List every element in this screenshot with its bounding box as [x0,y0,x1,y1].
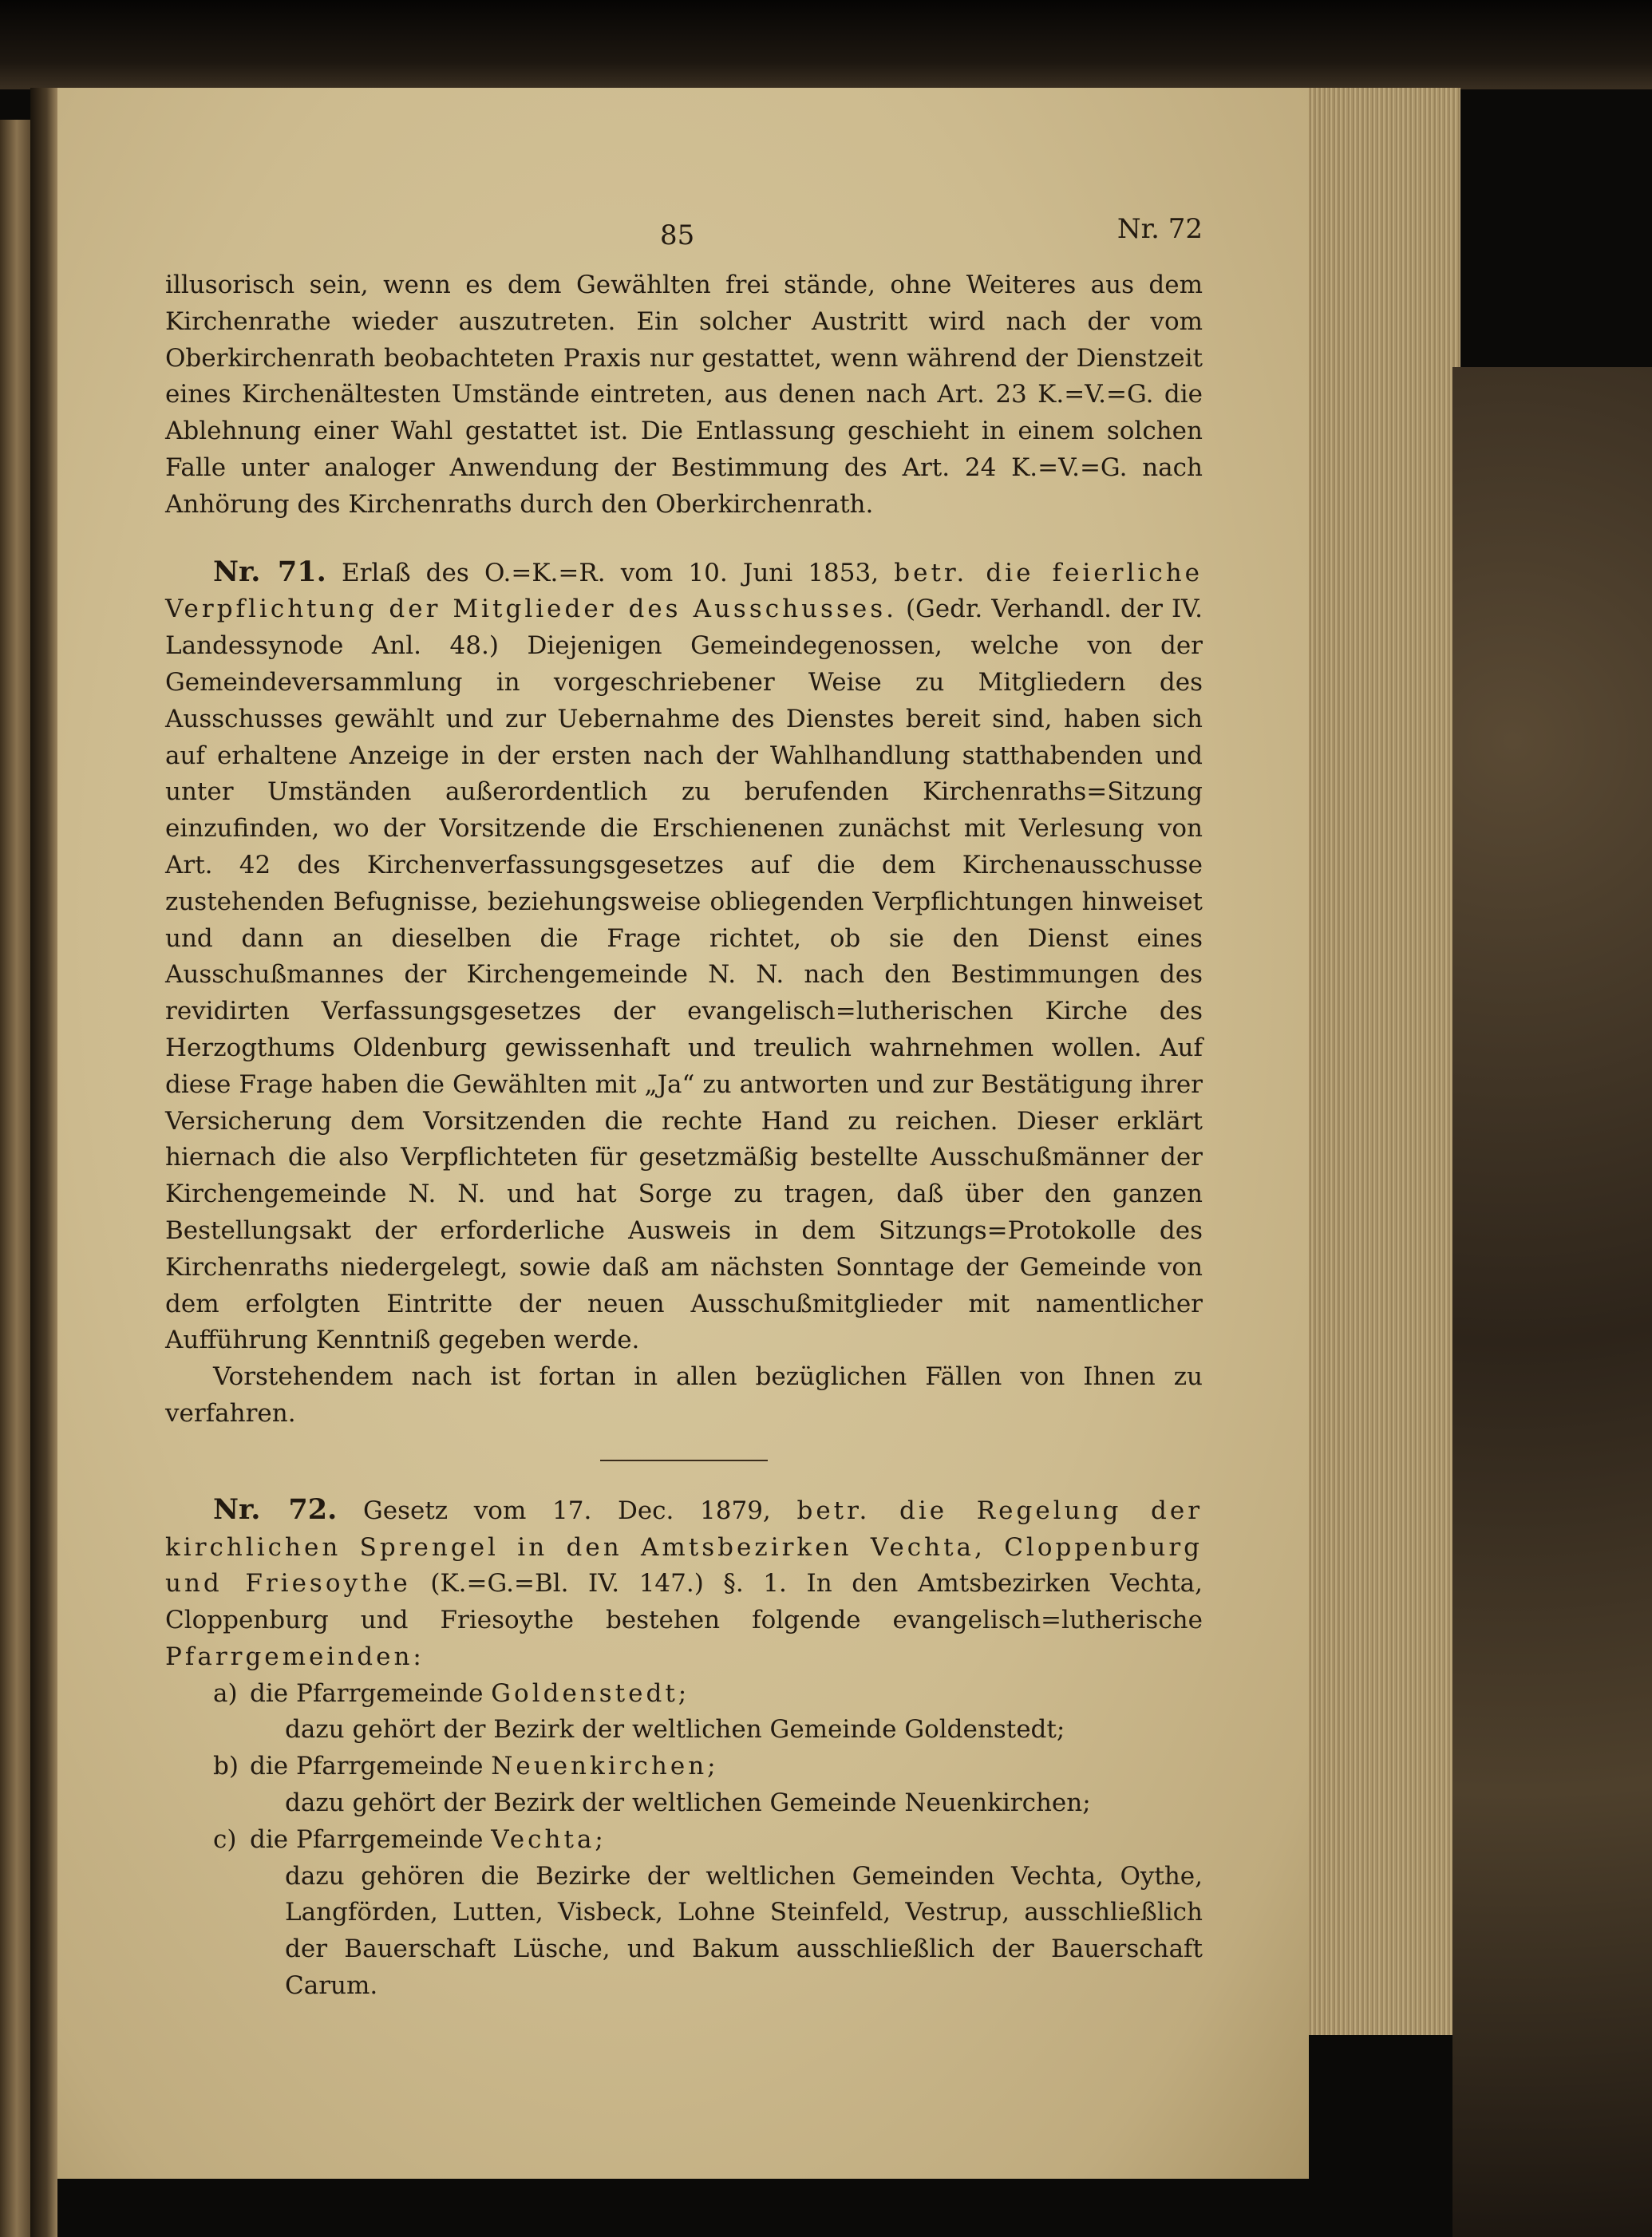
section-72-number: Nr. 72. [213,1492,338,1526]
section-divider [600,1460,768,1461]
list-item-label: a) [213,1678,238,1708]
list-item-name: die Pfarrgemeinde Neuenkirchen; [250,1752,719,1781]
section-71-closing: Vorstehendem nach ist fortan in allen bezüglichen Fällen von Ihnen zu verfahren. [165,1362,1203,1428]
list-item-label: b) [213,1752,239,1781]
section-72-paragraph [165,1492,1203,1676]
continuation-paragraph: illusorisch sein, wenn es dem Gewählten frei stände, ohne Weiteres aus dem Kirchenrathe wieder auszutreten. Ein solcher Austritt wird nach der vom Oberkirchenrath beobachteten Praxis nur gestattet, wenn während der Dienstzeit eines Kirchenältesten Umstände eintreten, aus denen nach Art. 23 K.=V.=G. die Ablehnung einer Wahl gestattet ist. Die Entlassung geschieht in einem solchen Falle unter analoger Anwendung der Bestimmung des Art. 24 K.=V.=G. nach Anhörung des Kirchenraths durch den Oberkirchenrath. [165,271,1203,519]
list-item-name: die Pfarrgemeinde Vechta; [250,1824,607,1854]
page-block-edges [1309,88,1460,2035]
parish-list [165,1676,1203,2005]
section-72-intro-spaced: Pfarrgemeinden: [165,1642,425,1671]
list-item-detail: dazu gehört der Bezirk der weltlichen Gemeinde Goldenstedt; [285,1715,1065,1745]
parish-name: Neuenkirchen; [491,1752,719,1781]
book-gutter [30,88,57,2237]
list-item [165,1822,1203,2005]
list-item-label: c) [213,1824,237,1854]
section-72 [165,1492,1203,2005]
section-72-lead: Gesetz vom 17. Dec. 1879, [362,1496,771,1525]
section-72-source: (K.=G.=Bl. IV. 147.) §. 1. [430,1569,787,1599]
section-71-subject: betr. die feierliche Verpflichtung der Mitglieder des Ausschusses. [165,558,1203,624]
list-item [165,1676,1203,1749]
list-item-detail: dazu gehören die Bezirke der weltlichen Gemeinden Vechta, Oythe, Langförden, Lutten, Visbeck, Lohne Steinfeld, Vestrup, ausschließlich der Bauerschaft Lüsche, und Bakum ausschließlich der Bauerschaft Carum. [285,1861,1203,2001]
list-item-detail: dazu gehört der Bezirk der weltlichen Gemeinde Neuenkirchen; [285,1788,1091,1818]
section-71 [165,554,1203,1433]
facing-page-edge [0,120,30,2237]
page-header [165,211,1203,267]
section-71-lead: Erlaß des O.=K.=R. vom 10. Juni 1853, [341,558,879,587]
page-number: 85 [660,219,695,251]
section-71-number: Nr. 71. [213,555,326,588]
section-72-intro: In den Amtsbezirken Vechta, Cloppenburg und Friesoythe bestehen folgende evangelisch=lutherische [165,1569,1203,1635]
page-content [165,211,1203,2005]
parish-name: Goldenstedt; [491,1678,690,1708]
book-page [57,88,1309,2179]
list-item [165,1749,1203,1822]
running-head: Nr. 72 [1116,213,1203,245]
scan-background-top [0,0,1652,89]
section-71-body: (Gedr. Verhandl. der IV. Landessynode Anl. 48.) Diejenigen Gemeindegenossen, welche von der Gemeindeversammlung in vorgeschriebener Weise zu Mitgliedern des Ausschusses gewählt und zur Uebernahme des Dienstes bereit sind, haben sich auf erhaltene Anzeige in der ersten nach der Wahlhandlung statthabenden und unter Umständen außerordentlich zu berufenden Kirchenraths=Sitzung einzufinden, wo der Vorsitzende die Erschienenen zunächst mit Verlesung von Art. 42 des Kirchenverfassungsgesetzes auf die dem Kirchenausschusse zustehenden Befugnisse, beziehungsweise obliegenden Verpflichtungen hinweiset und dann an dieselben die Frage richtet, ob sie den Dienst eines Ausschußmannes der Kirchengemeinde N. N. nach den Bestimmungen des revidirten Verfassungsgesetzes der evangelisch=lutherischen Kirche des Herzogthums Oldenburg gewissenhaft und treulich wahrnehmen wollen. Auf diese Frage haben die Gewählten mit „Ja“ zu antworten und zur Bestätigung ihrer Versicherung dem Vorsitzenden die rechte Hand zu reichen. Dieser erklärt hiernach die also Verpflichteten für gesetzmäßig bestellte Ausschußmänner der Kirchengemeinde N. N. und hat Sorge zu tragen, daß über den ganzen Bestellungsakt der erforderliche Ausweis in dem Sitzungs=Protokolle des Kirchenraths niedergelegt, sowie daß am nächsten Sonntage der Gemeinde von dem erfolgten Eintritte der neuen Ausschußmitglieder mit namentlicher Aufführung Kenntniß gegeben werde. [165,595,1203,1355]
section-71-paragraph [165,554,1203,1360]
list-item-name: die Pfarrgemeinde Goldenstedt; [250,1678,690,1708]
parish-name: Vechta; [491,1824,607,1854]
section-72-subject: betr. die Regelung der kirchlichen Sprengel in den Amtsbezirken Vechta, Cloppenburg und Friesoythe [165,1496,1203,1599]
marbled-cover-edge [1452,367,1652,2237]
